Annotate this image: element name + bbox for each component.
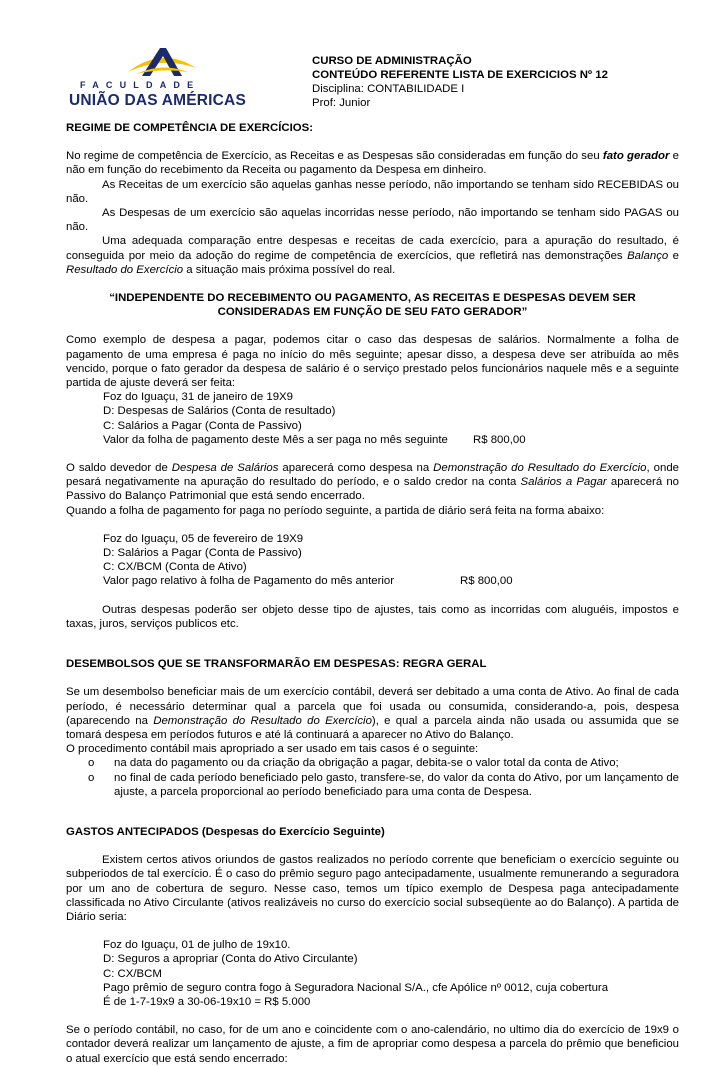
entry-value: R$ 800,00 — [473, 433, 526, 446]
list-item-text: na data do pagamento ou da criação da obrigação a pagar, debita-se o valor total da conta de Ativo; — [114, 757, 619, 770]
bullet-icon: o — [88, 757, 95, 770]
entry-line: Pago prêmio de seguro contra fogo à Seguradora Nacional S/A., cfe Apólice nº 0012, cuja cobertura — [103, 981, 609, 994]
paragraph — [66, 234, 679, 277]
entry-line: C: CX/BCM — [103, 967, 162, 980]
text: aparecerá como despesa na — [278, 462, 434, 475]
faculty-logo — [66, 42, 246, 112]
course-title: CURSO DE ADMINISTRAÇÃO — [312, 55, 472, 67]
entry-line: Foz do Iguaçu, 05 de fevereiro de 19X9 — [103, 532, 304, 545]
paragraph — [66, 461, 679, 504]
text-italic: Despesa de Salários — [171, 462, 279, 475]
text: aparecerá no Passivo do Balanço Patrimonial que está sendo encerrado. — [66, 476, 679, 503]
section-title-desembolsos: DESEMBOLSOS QUE SE TRANSFORMARÃO EM DESPESAS: REGRA GERAL — [66, 658, 487, 671]
paragraph: Outras despesas poderão ser objeto desse tipo de ajustes, tais como as incorridas com aluguéis, impostos e taxas, juros, serviços publicos etc. — [66, 603, 679, 630]
text-italic: Balanço — [627, 249, 669, 262]
professor: Prof: Junior — [312, 97, 371, 109]
text-emphasis: fato gerador — [602, 150, 670, 163]
entry-line: D: Despesas de Salários (Conta de resultado) — [103, 405, 336, 418]
entry-line: Foz do Iguaçu, 01 de julho de 19x10. — [103, 939, 291, 952]
paragraph: Existem certos ativos oriundos de gastos realizados no período corrente que beneficiam o exercício seguinte ou subperiodos de tal exercício. É o caso do prêmio seguro pago antecipadamente, usualmente remunerando a seguradora por um ano de cobertura de seguro. Nesse caso, temos um típico exemplo de Despesa paga antecipadamente classificada no Ativo Circulante (ativos realizáveis no curso do exercício social subseqüente ao do Balanço). A partida de Diário seria: — [66, 854, 679, 923]
text: Se um desembolso beneficiar mais de um exercício contábil, deverá ser debitado a uma conta de Ativo. Ao final de cada período, é necessário determinar qual a parcela que foi usada ou consumida, considerando-a, pois, despesa (aparecendo na — [66, 686, 679, 727]
paragraph — [66, 149, 679, 177]
section-title-regime: REGIME DE COMPETÊNCIA DE EXERCÍCIOS: — [66, 122, 314, 134]
journal-entry-2 — [66, 532, 679, 589]
procedure-list — [66, 756, 679, 799]
entry-line: C: CX/BCM (Conta de Ativo) — [103, 561, 247, 574]
list-item — [66, 756, 679, 770]
text: e — [668, 249, 680, 262]
journal-entry-1 — [66, 390, 679, 447]
text: No regime de competência de Exercício, as Receitas e as Despesas são consideradas em função do seu — [66, 150, 603, 163]
entry-value: R$ 800,00 — [460, 575, 513, 588]
logo-faculdade-text: FACULDADE — [80, 80, 201, 90]
paragraph: As Receitas de um exercício são aquelas ganhas nesse período, não importando se tenham sido RECEBIDAS ou não. — [66, 178, 679, 205]
content-title: CONTEÚDO REFERENTE LISTA DE EXERCICIOS Nº 12 — [312, 69, 608, 81]
list-item-text: no final de cada período beneficiado pelo gasto, transfere-se, do valor da conta do Ativo, por um lançamento de ajuste, a parcela proporcional ao período beneficiado para uma conta de Despesa. — [114, 771, 679, 798]
list-item — [66, 771, 679, 799]
paragraph: Quando a folha de pagamento for paga no período seguinte, a partida de diário será feita na forma abaixo: — [66, 504, 605, 517]
document-body — [66, 121, 679, 1066]
header-info — [312, 54, 608, 110]
paragraph: Se o período contábil, no caso, for de um ano e coincidente com o ano-calendário, no ultimo dia do exercício de 19x9 o contador deverá realizar um lançamento de ajuste, a fim de apropriar como despesa a parcela do prêmio que beneficiou o atual exercício que está sendo encerrado: — [66, 1024, 679, 1065]
entry-line: C: Salários a Pagar (Conta de Passivo) — [103, 419, 302, 432]
text: a situação mais próxima possível do real. — [183, 263, 396, 276]
text-italic: Demonstração do Resultado do Exercício — [433, 462, 647, 475]
entry-line: É de 1-7-19x9 a 30-06-19x10 = R$ 5.000 — [103, 995, 311, 1008]
entry-line: D: Salários a Pagar (Conta de Passivo) — [103, 547, 302, 560]
entry-line: D: Seguros a apropriar (Conta do Ativo Circulante) — [103, 953, 358, 966]
paragraph: O procedimento contábil mais apropriado a ser usado em tais casos é o seguinte: — [66, 743, 479, 756]
text: ), e qual a parcela ainda não usada ou assumida que se tomará despesa em períodos futuros e até lá continuará a aparecer no Ativo do Balanço. — [66, 714, 679, 741]
text-italic: Demonstração do Resultado do Exercício — [153, 714, 372, 727]
discipline: Disciplina: CONTABILIDADE I — [312, 83, 465, 95]
paragraph — [66, 685, 679, 742]
bullet-icon: o — [88, 771, 95, 784]
text: , onde pesará negativamente na apuração do resultado do período, e o saldo credor na conta — [66, 462, 679, 489]
text-italic: Resultado do Exercício — [66, 263, 184, 276]
paragraph: As Despesas de um exercício são aquelas incorridas nesse período, não importando se tenham sido PAGAS ou não. — [66, 207, 679, 234]
text-italic: Salários a Pagar — [520, 476, 607, 489]
page-header — [66, 0, 679, 108]
quote: “INDEPENDENTE DO RECEBIMENTO OU PAGAMENTO, AS RECEITAS E DESPESAS DEVEM SER CONSIDERADAS EM FUNÇÃO DE SEU FATO GERADOR” — [109, 292, 636, 319]
logo-emblem-icon — [122, 42, 202, 82]
text: e não em função do recebimento da Receita ou pagamento da Despesa em dinheiro. — [66, 150, 680, 177]
entry-line: Valor da folha de pagamento deste Mês a ser paga no mês seguinte — [103, 433, 448, 446]
text: O saldo devedor de — [66, 462, 172, 475]
paragraph: Como exemplo de despesa a pagar, podemos citar o caso das despesas de salários. Normalmente a folha de pagamento de uma empresa é paga no início do mês seguinte; apesar disso, a despesa deve ser atribuída ao mês vencido, porque o fato gerador da despesa de salário é o serviço prestado pelos funcionários naquele mês e a seguinte partida de ajuste deverá ser feita: — [66, 334, 679, 390]
section-title-gastos: GASTOS ANTECIPADOS (Despesas do Exercício Seguinte) — [66, 825, 385, 838]
logo-name-text: UNIÃO DAS AMÉRICAS — [69, 92, 246, 109]
journal-entry-3 — [66, 938, 679, 1009]
entry-line: Valor pago relativo à folha de Pagamento do mês anterior — [103, 575, 395, 588]
text: Uma adequada comparação entre despesas e receitas de cada exercício, para a apuração do resultado, é conseguida por meio da adoção do regime de competência de exercícios, que refletirá nas demonstrações — [66, 235, 679, 262]
entry-line: Foz do Iguaçu, 31 de janeiro de 19X9 — [103, 391, 293, 404]
